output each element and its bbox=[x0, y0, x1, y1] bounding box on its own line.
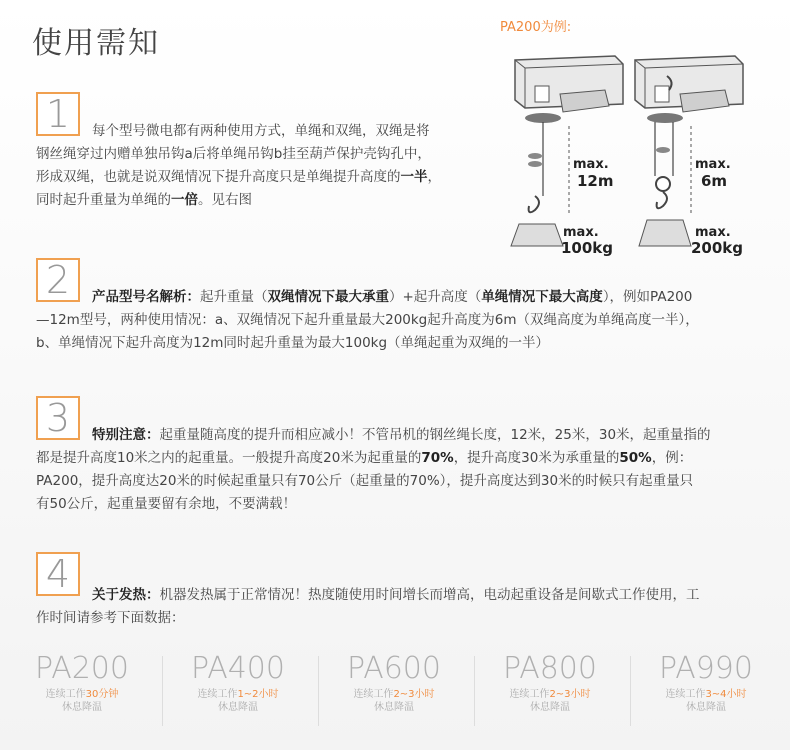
model-card bbox=[472, 650, 628, 714]
section-number-4: 4 bbox=[36, 552, 80, 596]
model-rest-text: 休息降温 bbox=[62, 702, 102, 713]
model-card bbox=[316, 650, 472, 714]
section-1-line-1: 每个型号微电都有两种使用方式，单绳和双绳，双绳是将 bbox=[92, 123, 430, 139]
model-name: PA200 bbox=[35, 651, 129, 686]
section-3-line-3: PA200，提升高度达20米的时候起重量只有70公斤（起重量的70%），提升高度达到30米的时候只有起重量只 bbox=[36, 473, 694, 489]
hoist-diagram bbox=[505, 46, 775, 256]
right-max-label: max. bbox=[695, 157, 731, 172]
model-card bbox=[628, 650, 784, 714]
model-card bbox=[4, 650, 160, 714]
model-name: PA800 bbox=[503, 651, 597, 686]
page-title: 使用需知 bbox=[32, 26, 160, 61]
model-name: PA400 bbox=[191, 651, 285, 686]
model-work-time: 连续工作3~4小时 bbox=[665, 689, 747, 700]
section-4-text bbox=[36, 584, 786, 630]
section-1-text bbox=[36, 120, 496, 212]
model-rest-text: 休息降温 bbox=[374, 702, 414, 713]
section-3-line-2: 都是提升高度10米之内的起重量。一般提升高度20米为起重量的70%，提升高度30米为承重量的50%，例： bbox=[36, 450, 693, 466]
section-4-line-1: 关于发热：机器发热属于正常情况！热度随使用时间增长而增高，电动起重设备是间歇式工作使用，工 bbox=[92, 587, 700, 603]
section-2-line-3: b、单绳情况下起升高度为12m同时起升重量为最大100kg（单绳起重为双绳的一半） bbox=[36, 335, 550, 351]
section-3-text bbox=[36, 424, 786, 516]
example-label: PA200为例: bbox=[500, 20, 572, 35]
left-load-value: 100kg bbox=[561, 239, 614, 256]
model-rest-text: 休息降温 bbox=[686, 702, 726, 713]
model-rest-text: 休息降温 bbox=[218, 702, 258, 713]
model-card bbox=[160, 650, 316, 714]
hoist-single-rope-illustration bbox=[511, 56, 623, 256]
left-max-label-2: max. bbox=[563, 225, 599, 240]
section-1-line-4: 同时起升重量为单绳的一倍。见右图 bbox=[36, 192, 252, 208]
model-work-time: 连续工作1~2小时 bbox=[197, 689, 279, 700]
section-2-text bbox=[36, 286, 786, 355]
section-number-2: 2 bbox=[36, 258, 80, 302]
model-work-time: 连续工作2~3小时 bbox=[353, 689, 435, 700]
left-height-value: 12m bbox=[577, 172, 614, 190]
section-2-line-1: 产品型号名解析：起升重量（双绳情况下最大承重）+起升高度（单绳情况下最大高度），例如PA200 bbox=[92, 289, 693, 305]
model-name: PA600 bbox=[347, 651, 441, 686]
section-2-line-2: —12m型号，两种使用情况：a、双绳情况下起升重量最大200kg起升高度为6m（双绳高度为单绳高度一半）， bbox=[36, 312, 699, 328]
section-number-3: 3 bbox=[36, 396, 80, 440]
right-max-label-2: max. bbox=[695, 225, 731, 240]
model-duty-row bbox=[0, 650, 790, 730]
section-3-line-1: 特别注意：起重量随高度的提升而相应减小！不管吊机的钢丝绳长度，12米，25米，30米，起重量指的 bbox=[92, 427, 711, 443]
model-work-time: 连续工作2~3小时 bbox=[509, 689, 591, 700]
model-name: PA990 bbox=[659, 651, 753, 686]
model-work-time: 连续工作30分钟 bbox=[45, 689, 119, 700]
section-3-line-4: 有50公斤，起重量要留有余地，不要满载！ bbox=[36, 496, 297, 512]
section-number-1: 1 bbox=[36, 92, 80, 136]
hoist-double-rope-illustration bbox=[635, 56, 743, 256]
left-max-label: max. bbox=[573, 157, 609, 172]
model-rest-text: 休息降温 bbox=[530, 702, 570, 713]
section-1-line-3: 形成双绳，也就是说双绳情况下提升高度只是单绳提升高度的一半， bbox=[36, 169, 441, 185]
section-1-line-2: 钢丝绳穿过内赠单独吊钩a后将单绳吊钩b挂至葫芦保护壳钩孔中， bbox=[36, 146, 431, 162]
right-load-value: 200kg bbox=[691, 239, 744, 256]
right-height-value: 6m bbox=[701, 172, 728, 190]
section-4-line-2: 作时间请参考下面数据： bbox=[36, 610, 185, 626]
